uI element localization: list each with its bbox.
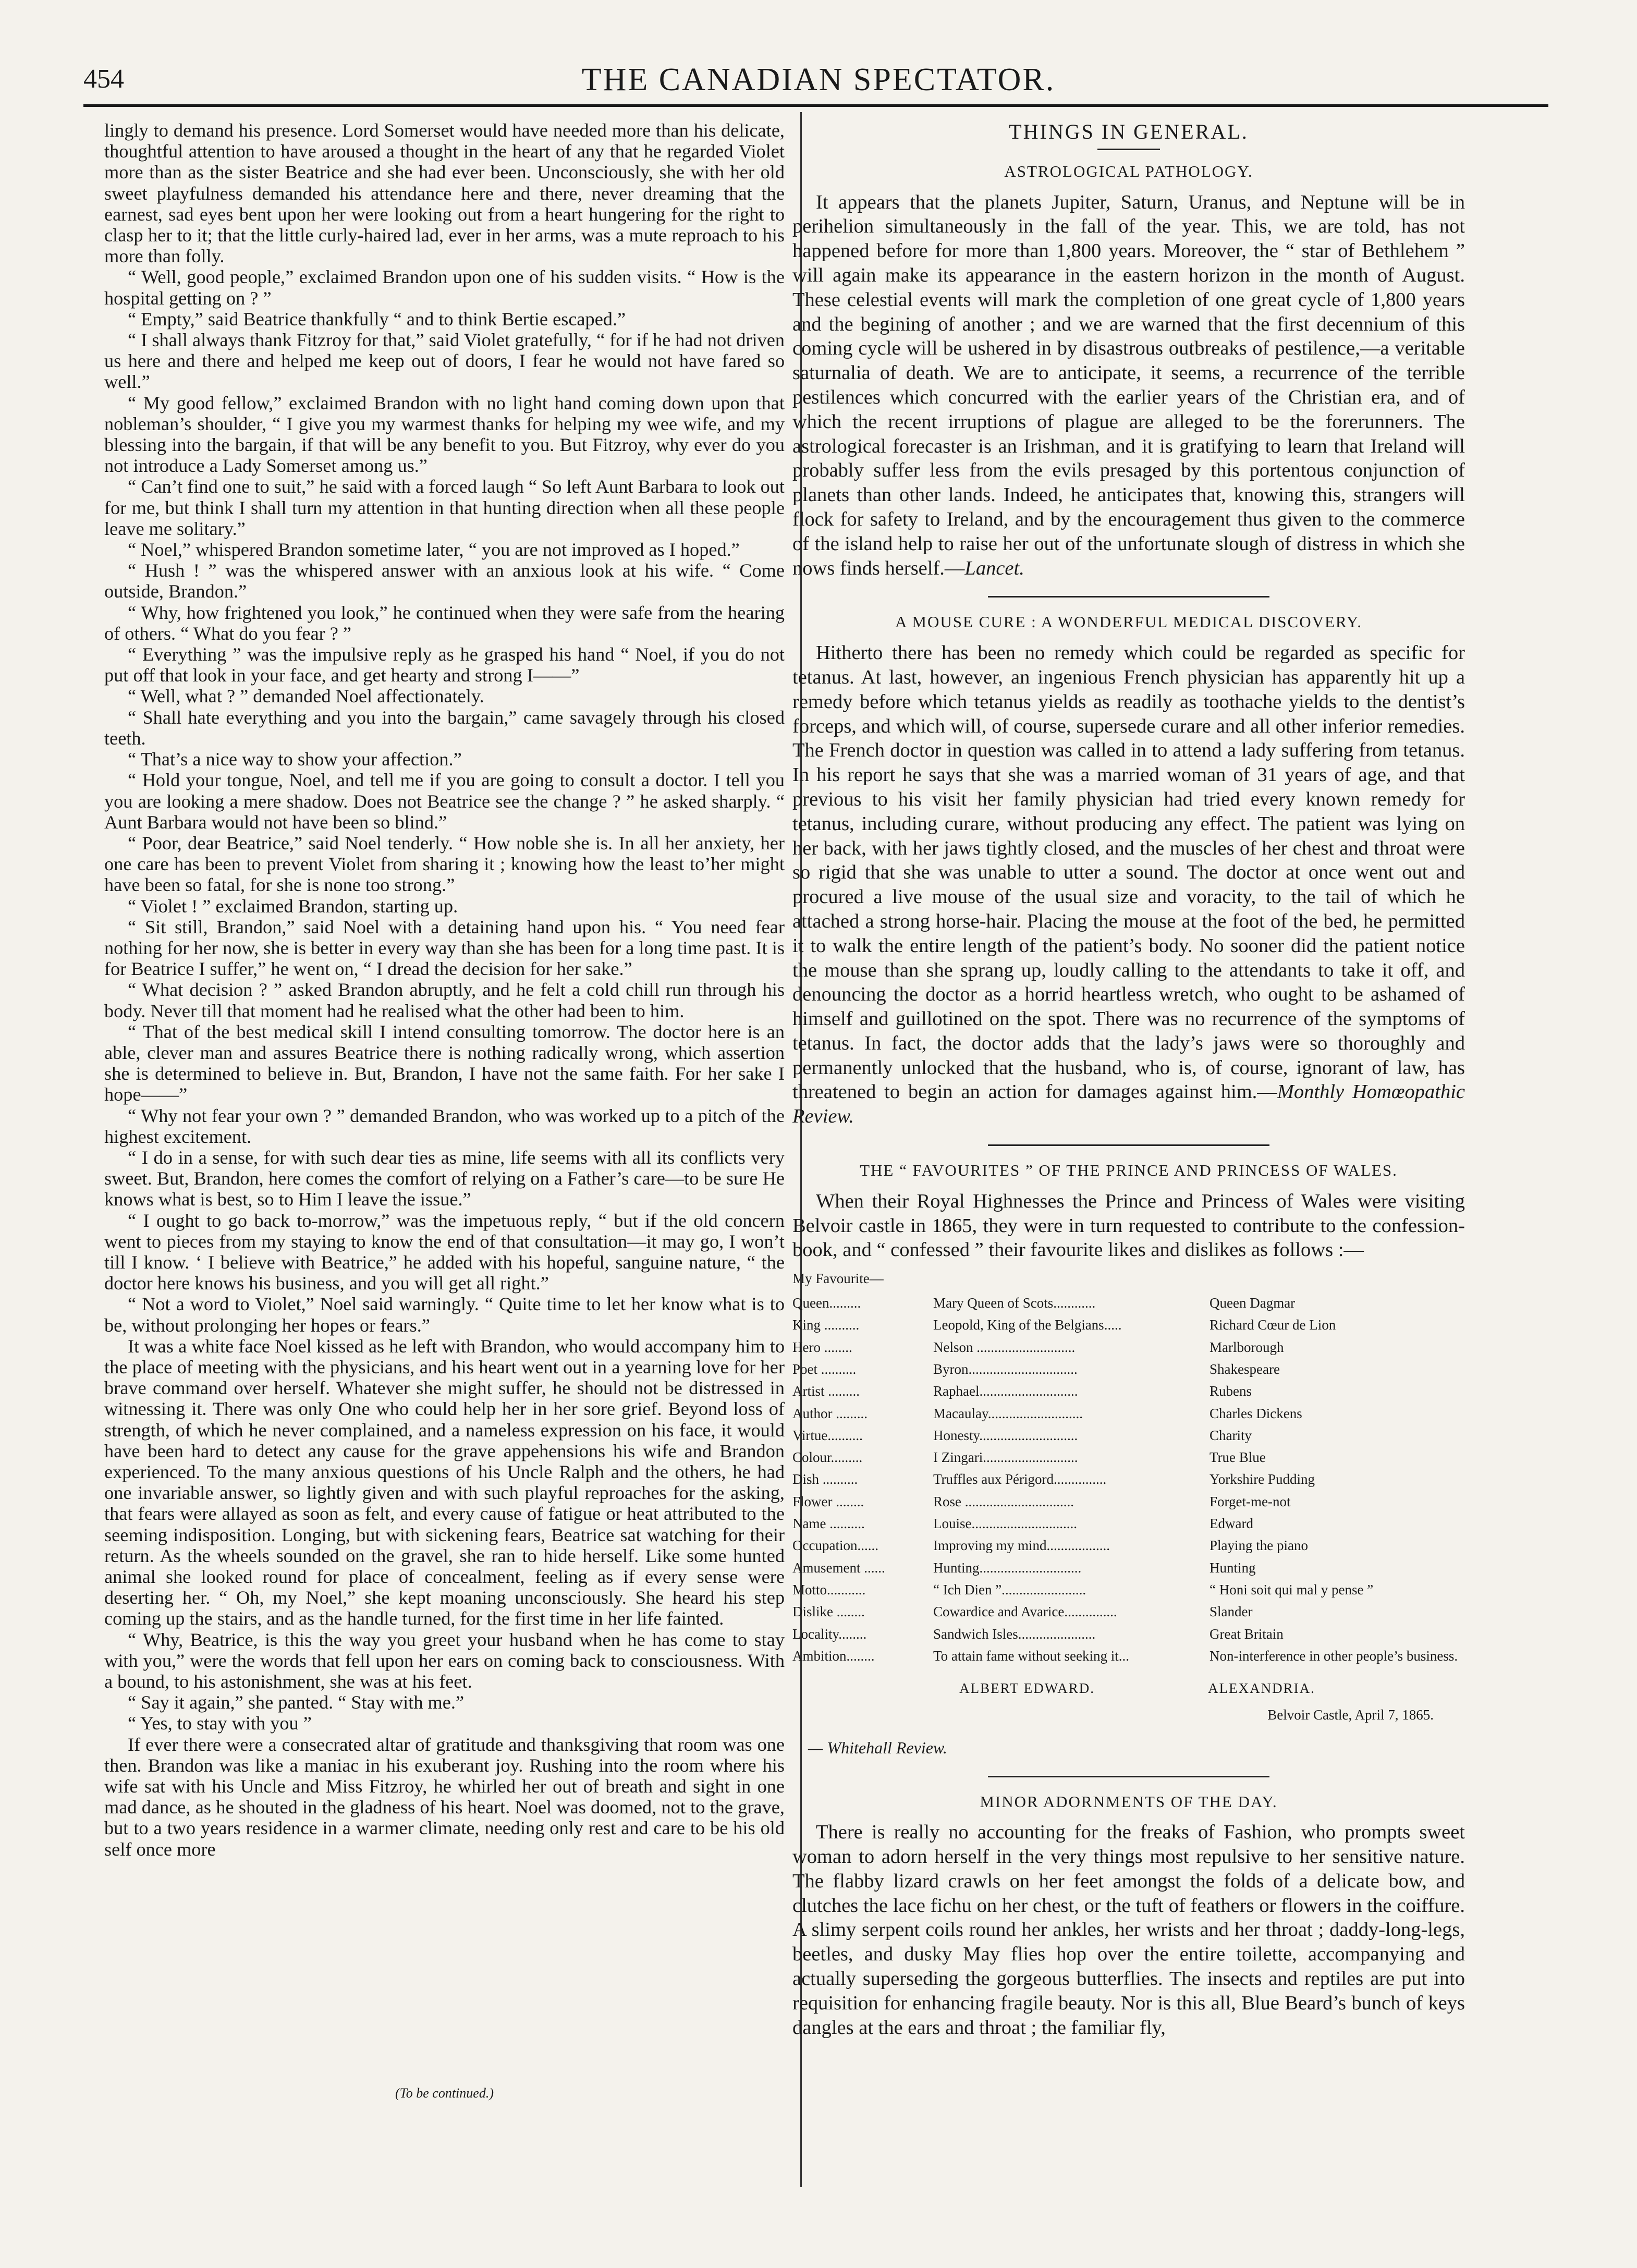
favourite-prince: Honesty............................ (933, 1427, 1078, 1443)
favourites-row (792, 1579, 1465, 1601)
favourite-prince: Improving my mind.................. (933, 1538, 1110, 1554)
story-paragraph: “ Yes, to stay with you ” (128, 1713, 312, 1734)
favourites-row (792, 1446, 1465, 1468)
favourite-princess: Playing the piano (1210, 1538, 1308, 1554)
favourite-category: Poet .......... (792, 1361, 857, 1377)
story-paragraph: “ Well, good people,” exclaimed Brandon upon one of his sudden visits. “ How is the hospital getting on ? ” (104, 266, 785, 309)
favourite-category: Dish .......... (792, 1471, 858, 1487)
header-rule (83, 104, 1548, 107)
favourite-princess: Charles Dickens (1210, 1405, 1302, 1421)
story-paragraph: “ I ought to go back to-morrow,” was the impetuous reply, “ but if the old concern went to pieces from my staying to know the end of that consultation—it may go, I won’t till I know. ‘ I believe with Beatrice,” he added with his hopeful, sanguine nature, “ the doctor here knows his business, and you will get all right.” (104, 1210, 785, 1294)
astrology-text: It appears that the planets Jupiter, Saturn, Uranus, and Neptune will be in perihelion simultaneously in the fall of the year. This, we are told, has not happened before for more than 1,800 years. Moreover, the “ star of Bethlehem ” will again make its appearance in the eastern horizon in the month of August. These celestial events will mark the completion of one great cycle of 1,800 years and the begining of another ; and we are warned that the first decennium of this coming cycle will be ushered in by disastrous outbreaks of pestilence,—a veritable saturnalia of death. We are to anticipate, it seems, a recurrence of the terrible pestilences which concurred with the earlier years of the Christian era, and of which the recent irruptions of plague are alleged to be the forerunners. The astrological forecaster is an Irishman, and it is gratifying to learn that Ireland will probably suffer less from the evils presaged by this portentous conjunction of planets than other lands. Indeed, he anticipates that, knowing this, strangers will flock for safety to Ireland, and by the encouragement thus given to the commerce of the island help to raise her out of the unfortunate slough of distress in which she nows finds herself.— (792, 191, 1465, 579)
serial-story-column (104, 120, 785, 2044)
story-paragraph: “ Empty,” said Beatrice thankfully “ and to think Bertie escaped.” (128, 308, 626, 330)
story-paragraph: “ Why, Beatrice, is this the way you greet your husband when he has come to stay with you,” were the words that fell upon her ears on coming back to consciousness. With a bound, to his astonishment, she was at his feet. (104, 1629, 785, 1692)
favourites-row (792, 1557, 1465, 1579)
mouse-cure-text: Hitherto there has been no remedy which could be regarded as specific for tetanus. At last, however, an ingenious French physician has apparently hit up a remedy before which tetanus yields as readily as toothache yields to the dentist’s forceps, and which will, of course, supersede curare and all other inferior remedies. The French doctor in question was called in to attend a lady suffering from tetanus. In his report he says that she was a married woman of 31 years of age, and that previous to his visit her family physician had tried every known remedy for tetanus, including curare, without producing any effect. The patient was lying on her back, with her jaws tightly closed, and the muscles of her chest and throat were so rigid that she was unable to utter a sound. The doctor at once went out and procured a live mouse of the usual size and voracity, to the tail of which he attached a strong horse-hair. Placing the mouse at the foot of the bed, he permitted it to walk the entire length of the patient’s body. No sooner did the patient notice the mouse than she sprang up, loudly calling to the attendants to take it off, and denouncing the doctor as a horrid heartless wretch, who ought to be ashamed of himself and guillotined on the spot. There was no recurrence of the symptoms of tetanus. In fact, the doctor adds that the lady’s jaws were so thoroughly and permanently unlocked that the husband, who is, of course, ignorant of law, has threatened to begin an action for damages against him.— (792, 642, 1465, 1103)
favourite-princess: Great Britain (1210, 1626, 1284, 1642)
things-in-general-column (792, 120, 1465, 2200)
favourite-prince: Byron............................... (933, 1361, 1078, 1377)
favourite-princess: Rubens (1210, 1383, 1252, 1399)
article-divider (988, 596, 1269, 598)
favourite-princess: Slander (1210, 1604, 1253, 1620)
story-paragraph: “ Sit still, Brandon,” said Noel with a detaining hand upon his. “ You need fear nothing for her now, she is better in every way than she has been for a long time past. It is for Beatrice I suffer,” he went on, “ I dread the decision for her sake.” (104, 916, 785, 980)
favourite-prince: Leopold, King of the Belgians..... (933, 1317, 1122, 1333)
favourite-princess: Forget-me-not (1210, 1493, 1291, 1509)
article-heading-astrology: ASTROLOGICAL PATHOLOGY. (1004, 162, 1253, 180)
favourites-row (792, 1513, 1465, 1534)
favourite-prince: Mary Queen of Scots............ (933, 1295, 1096, 1311)
article-divider (988, 1144, 1269, 1146)
story-paragraph: “ That of the best medical skill I intend consulting tomorrow. The doctor here is an able, clever man and assures Beatrice there is nothing radically wrong, which assertion she is determined to believe in. But, Brandon, I have not the same faith. For her sake I hope——” (104, 1021, 785, 1105)
story-paragraph: It was a white face Noel kissed as he left with Brandon, who would accompany him to the place of meeting with the physicians, and his heart went out in a yearning love for her brave command over herself. Whatever she might suffer, he should not be distressed in witnessing it. There was only One who could help her in her sore grief. Beyond loss of strength, of which he never complained, and a nameless expression on his face, it would have been hard to detect any cause for the grave appehensions his wife and Brandon experienced. To the many anxious questions of his Uncle Ralph and the others, he had one invariable answer, so lightly given and with such playful reproaches for the asking, that fears were allayed as soon as felt, and every cause of fatigue or heat attributed to the seeming indisposition. Longing, but with sickening fears, Beatrice sat watching for their return. As the wheels sounded on the gravel, she ran to hide herself. Like some hunted animal she looked round for place of concealment, feeling as if every sense were deserting her. “ Oh, my Noel,” she kept moaning unconsciously. She heard his step coming up the stairs, and as the handle turned, for the first time in her life fainted. (104, 1335, 785, 1629)
favourite-princess: Shakespeare (1210, 1361, 1280, 1377)
favourites-row (792, 1292, 1465, 1314)
story-paragraph: “ I do in a sense, for with such dear ties as mine, life seems with all its conflicts very sweet. But, Brandon, here comes the comfort of relying on a Father’s care—to be sure He knows what is best, so to Him I leave the issue.” (104, 1147, 785, 1210)
favourite-category: Colour......... (792, 1449, 863, 1466)
story-paragraph: lingly to demand his presence. Lord Somerset would have needed more than his delicate, thoughtful attention to have aroused a thought in the heart of any that he regarded Violet more than as the sister Beatrice and she had ever been. Unconsciously, she with her old sweet playfulness demanded his attendance here and there, never dreaming that the earnest, sad eyes bent upon her were looking out from a heart hungering for the right to clasp her to it; that the little curly-haired lad, ever in her arms, was a mute reproach to his more than folly. (104, 120, 785, 267)
favourites-row (792, 1358, 1465, 1380)
favourite-category: Name .......... (792, 1516, 865, 1532)
signature-albert-edward: ALBERT EDWARD. (959, 1680, 1095, 1697)
favourite-princess: “ Honi soit qui mal y pense ” (1210, 1581, 1374, 1598)
article-divider (988, 1776, 1269, 1777)
favourite-princess: Charity (1210, 1427, 1252, 1443)
favourite-prince: Louise.............................. (933, 1516, 1077, 1532)
masthead-title: THE CANADIAN SPECTATOR. (581, 62, 1056, 97)
story-paragraph: “ Not a word to Violet,” Noel said warningly. “ Quite time to let her know what is to be, without prolonging her hopes or fears.” (104, 1294, 785, 1336)
favourite-category: Virtue.......... (792, 1427, 863, 1443)
story-paragraph: “ Everything ” was the impulsive reply as he grasped his hand “ Noel, if you do not put off that look in your face, and get hearty and strong I——” (104, 644, 785, 686)
favourite-category: Amusement ...... (792, 1559, 885, 1576)
favourites-row (792, 1424, 1465, 1446)
favourites-row (792, 1623, 1465, 1645)
favourite-princess: Queen Dagmar (1210, 1295, 1296, 1311)
favourite-princess: Richard Cœur de Lion (1210, 1317, 1336, 1333)
mouse-cure-source: Monthly Homœopathic Review. (792, 1081, 1465, 1128)
favourite-category: Artist ......... (792, 1383, 860, 1399)
article-body-astrology (792, 190, 1465, 581)
favourite-princess: Non-interference in other people’s business. (1210, 1648, 1458, 1664)
favourite-prince: Sandwich Isles...................... (933, 1626, 1096, 1642)
section-title: THINGS IN GENERAL. (1009, 120, 1249, 143)
article-heading-favourites: THE “ FAVOURITES ” OF THE PRINCE AND PRINCESS OF WALES. (860, 1161, 1398, 1180)
signature-alexandria: ALEXANDRIA. (1208, 1680, 1315, 1697)
story-paragraph: “ Well, what ? ” demanded Noel affectionately. (128, 686, 484, 707)
favourites-row (792, 1601, 1465, 1623)
favourites-row (792, 1534, 1465, 1556)
article-body-adornments: There is really no accounting for the freaks of Fashion, who prompts sweet woman to adorn herself in the very things most repulsive to her sensitive nature. The flabby lizard crawls on her feet amongst the folds of a delicate bow, and clutches the lace fichu on her chest, or the tuft of feathers or flowers in the coiffure. A slimy serpent coils round her ankles, her wrists and her throat ; daddy-long-legs, beetles, and dusky May flies hop over the entire toilette, accompanying and actually superseding the gorgeous butterflies. The insects and reptiles are put into requisition for enhancing fragile beauty. Nor is this all, Blue Beard’s bunch of keys dangles at the ears and throat ; the familiar fly, (792, 1821, 1465, 2039)
favourite-category: Author ......... (792, 1405, 868, 1421)
favourite-prince: Hunting............................. (933, 1559, 1082, 1576)
favourite-prince: “ Ich Dien ”........................ (933, 1581, 1086, 1598)
story-paragraph: “ Noel,” whispered Brandon sometime later, “ you are not improved as I hoped.” (128, 539, 740, 560)
article-heading-mouse-cure: A MOUSE CURE : A WONDERFUL MEDICAL DISCOVERY. (895, 613, 1363, 631)
story-paragraph: If ever there were a consecrated altar of gratitude and thanksgiving that room was one then. Brandon was like a maniac in his exuberant joy. Rushing into the room where his wife sat with his Uncle and Miss Fitzroy, he whirled her out of breath and sight in one mad dance, as he shouted in the gladness of his heart. Noel was doomed, not to the grave, but to a two years residence in a warmer climate, needing only rest and care to be his old self once more (104, 1734, 785, 1860)
favourite-category: Queen......... (792, 1295, 861, 1311)
favourite-princess: Hunting (1210, 1559, 1256, 1576)
article-body-favourites: When their Royal Highnesses the Prince and Princess of Wales were visiting Belvoir castle in 1865, they were in turn requested to contribute to the confession-book, and “ confessed ” their favourite likes and dislikes as follows :— (792, 1190, 1465, 1261)
favourite-prince: Macaulay........................... (933, 1405, 1083, 1421)
favourite-prince: Raphael............................ (933, 1383, 1078, 1399)
favourite-category: Hero ........ (792, 1339, 852, 1355)
favourite-princess: Marlborough (1210, 1339, 1284, 1355)
favourite-princess: True Blue (1210, 1449, 1266, 1466)
favourites-source: — Whitehall Review. (808, 1738, 947, 1757)
story-paragraph: “ Why not fear your own ? ” demanded Brandon, who was worked up to a pitch of the highest excitement. (104, 1105, 785, 1147)
favourites-row (792, 1336, 1465, 1358)
story-paragraph: “ Why, how frightened you look,” he continued when they were safe from the hearing of others. “ What do you fear ? ” (104, 602, 785, 644)
favourite-prince: Cowardice and Avarice............... (933, 1604, 1117, 1620)
story-paragraph: “ Hush ! ” was the whispered answer with an anxious look at his wife. “ Come outside, Brandon.” (104, 560, 785, 602)
page-number: 454 (83, 64, 124, 94)
favourite-princess: Yorkshire Pudding (1210, 1471, 1315, 1487)
story-paragraph: “ Violet ! ” exclaimed Brandon, starting up. (128, 895, 458, 917)
favourite-prince: Nelson ............................ (933, 1339, 1076, 1355)
favourites-row (792, 1380, 1465, 1402)
story-paragraph: “ What decision ? ” asked Brandon abruptly, and he felt a cold chill run through his body. Never till that moment had he realised what the other had been to him. (104, 979, 785, 1021)
favourite-category: Motto........... (792, 1581, 866, 1598)
title-rule (1097, 149, 1160, 150)
story-paragraph: “ That’s a nice way to show your affection.” (128, 749, 462, 770)
favourite-prince: Rose ............................... (933, 1493, 1074, 1509)
favourite-category: King .......... (792, 1317, 860, 1333)
astrology-source: Lancet. (964, 557, 1024, 579)
favourites-row (792, 1403, 1465, 1424)
favourite-princess: Edward (1210, 1516, 1253, 1532)
signature-place-date: Belvoir Castle, April 7, 1865. (1267, 1706, 1434, 1723)
story-paragraph: “ Shall hate everything and you into the bargain,” came savagely through his closed teeth. (104, 706, 785, 749)
favourites-row (792, 1314, 1465, 1336)
story-paragraph: “ I shall always thank Fitzroy for that,” said Violet gratefully, “ for if he had not driven us here and there and helped me keep out of doors, I fear he would not have fared so well.” (104, 330, 785, 393)
favourite-category: Flower ........ (792, 1493, 864, 1509)
story-paragraph: “ Can’t find one to suit,” he said with a forced laugh “ So left Aunt Barbara to look out for me, but think I shall turn my attention in that hunting direction when all these people leave me solitary.” (104, 476, 785, 539)
story-paragraph: “ Say it again,” she panted. “ Stay with me.” (128, 1692, 465, 1713)
article-body-mouse-cure (792, 641, 1465, 1129)
article-heading-adornments: MINOR ADORNMENTS OF THE DAY. (980, 1792, 1278, 1811)
favourites-row (792, 1491, 1465, 1513)
story-paragraph: “ Hold your tongue, Noel, and tell me if you are going to consult a doctor. I tell you you are looking a mere shadow. Does not Beatrice see the change ? ” he asked sharply. “ Aunt Barbara would not have been so blind.” (104, 770, 785, 833)
favourite-category: Ambition........ (792, 1648, 875, 1664)
story-paragraph: “ Poor, dear Beatrice,” said Noel tenderly. “ How noble she is. In all her anxiety, her one care has been to prevent Violet from sharing it ; knowing how the least to’her might have been so fatal, for she is none too strong.” (104, 832, 785, 896)
favourites-row (792, 1468, 1465, 1490)
favourite-prince: Truffles aux Périgord............... (933, 1471, 1107, 1487)
favourites-row (792, 1645, 1465, 1667)
story-paragraph: “ My good fellow,” exclaimed Brandon with no light hand coming down upon that nobleman’s shoulder, “ I give you my warmest thanks for helping my wee wife, and my blessing into the bargain, if that will be any benefit to you. But Fitzroy, why ever do you not introduce a Lady Somerset among us.” (104, 392, 785, 477)
favourite-category: Locality........ (792, 1626, 867, 1642)
favourites-table (792, 1292, 1465, 1667)
signatures (792, 1676, 1465, 1701)
favourite-prince: To attain fame without seeking it... (933, 1648, 1130, 1664)
favourites-intro: My Favourite— (792, 1271, 884, 1287)
favourite-prince: I Zingari........................... (933, 1449, 1078, 1466)
favourite-category: Occupation...... (792, 1538, 878, 1554)
favourite-category: Dislike ........ (792, 1604, 865, 1620)
to-be-continued-note: (To be continued.) (395, 2086, 494, 2101)
